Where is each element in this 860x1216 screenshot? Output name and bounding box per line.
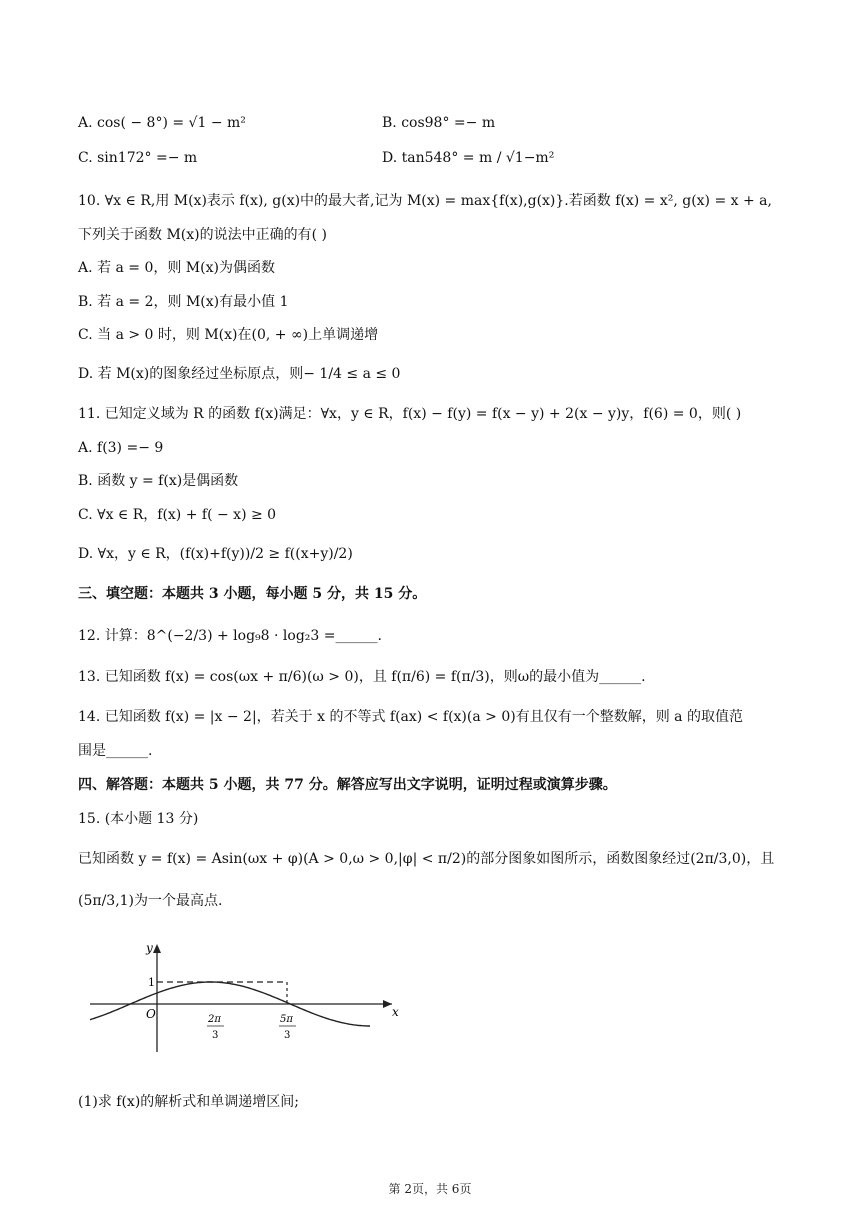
x-tick-1-numerator: 2π [208,1014,221,1025]
x-axis-label: x [392,1005,399,1019]
q10-option-a: A. 若 a = 0，则 M(x)为偶函数 [78,260,275,276]
q11-option-b: B. 函数 y = f(x)是偶函数 [78,473,239,489]
q10-option-b: B. 若 a = 2，则 M(x)有最小值 1 [78,294,289,310]
section3-heading: 三、填空题：本题共 3 小题，每小题 5 分，共 15 分。 [78,586,427,602]
x-tick-1-denominator: 3 [212,1030,219,1041]
x-tick-2-denominator: 3 [284,1030,291,1041]
q9-option-d: D. tan548° = m / √1−m² [382,150,555,166]
q10-option-c: C. 当 a > 0 时，则 M(x)在(0, + ∞)上单调递增 [78,327,379,343]
q11-option-c: C. ∀x ∈ R，f(x) + f( − x) ≥ 0 [78,507,277,523]
x-tick-2-numerator: 5π [280,1014,293,1025]
q9-option-a: A. cos( − 8°) = √1 − m² [78,115,246,131]
y-axis-label: y [146,941,153,955]
y-tick-one-label: 1 [148,976,155,989]
q15-line1: 已知函数 y = f(x) = Asin(ωx + φ)(A > 0,ω > 0,|φ| < π/2)的部分图象如图所示，函数图象经过(2π/3,0)，且 [78,851,775,867]
q14-line2: 围是______. [78,743,153,759]
q15-part1: (1)求 f(x)的解析式和单调递增区间; [78,1094,299,1110]
q10-stem-line1: 10. ∀x ∈ R,用 M(x)表示 f(x), g(x)中的最大者,记为 M(x) = max{f(x),g(x)}.若函数 f(x) = x², g(x) = x + a, [78,193,772,209]
q15-header: 15. (本小题 13 分) [78,811,199,827]
y-axis-arrow-icon [153,944,161,953]
q11-stem: 11. 已知定义域为 R 的函数 f(x)满足：∀x，y ∈ R，f(x) − f(y) = f(x − y) + 2(x − y)y，f(6) = 0，则( ) [78,406,742,422]
x-axis-arrow-icon [383,1000,392,1008]
q10-stem-line2: 下列关于函数 M(x)的说法中正确的有( ) [78,227,327,243]
q10-option-d: D. 若 M(x)的图象经过坐标原点，则− 1/4 ≤ a ≤ 0 [78,366,401,382]
origin-label: O [146,1007,156,1021]
q9-option-c: C. sin172° =− m [78,150,198,166]
q15-line2: (5π/3,1)为一个最高点. [78,893,223,909]
q13: 13. 已知函数 f(x) = cos(ωx + π/6)(ω > 0)，且 f(π/6) = f(π/3)，则ω的最小值为______. [78,669,646,685]
q12: 12. 计算：8^(−2/3) + log₉8 · log₂3 =______. [78,628,382,644]
section4-heading: 四、解答题：本题共 5 小题，共 77 分。解答应写出文字说明，证明过程或演算步骤。 [78,777,617,793]
q14-line1: 14. 已知函数 f(x) = |x − 2|，若关于 x 的不等式 f(ax) < f(x)(a > 0)有且仅有一个整数解，则 a 的取值范 [78,709,743,725]
q11-option-d: D. ∀x，y ∈ R，(f(x)+f(y))/2 ≥ f((x+y)/2) [78,546,353,562]
q11-option-a: A. f(3) =− 9 [78,440,164,456]
page-footer: 第 2页，共 6页 [388,1182,472,1196]
q9-option-b: B. cos98° =− m [382,115,496,131]
sine-graph-figure [80,936,410,1056]
